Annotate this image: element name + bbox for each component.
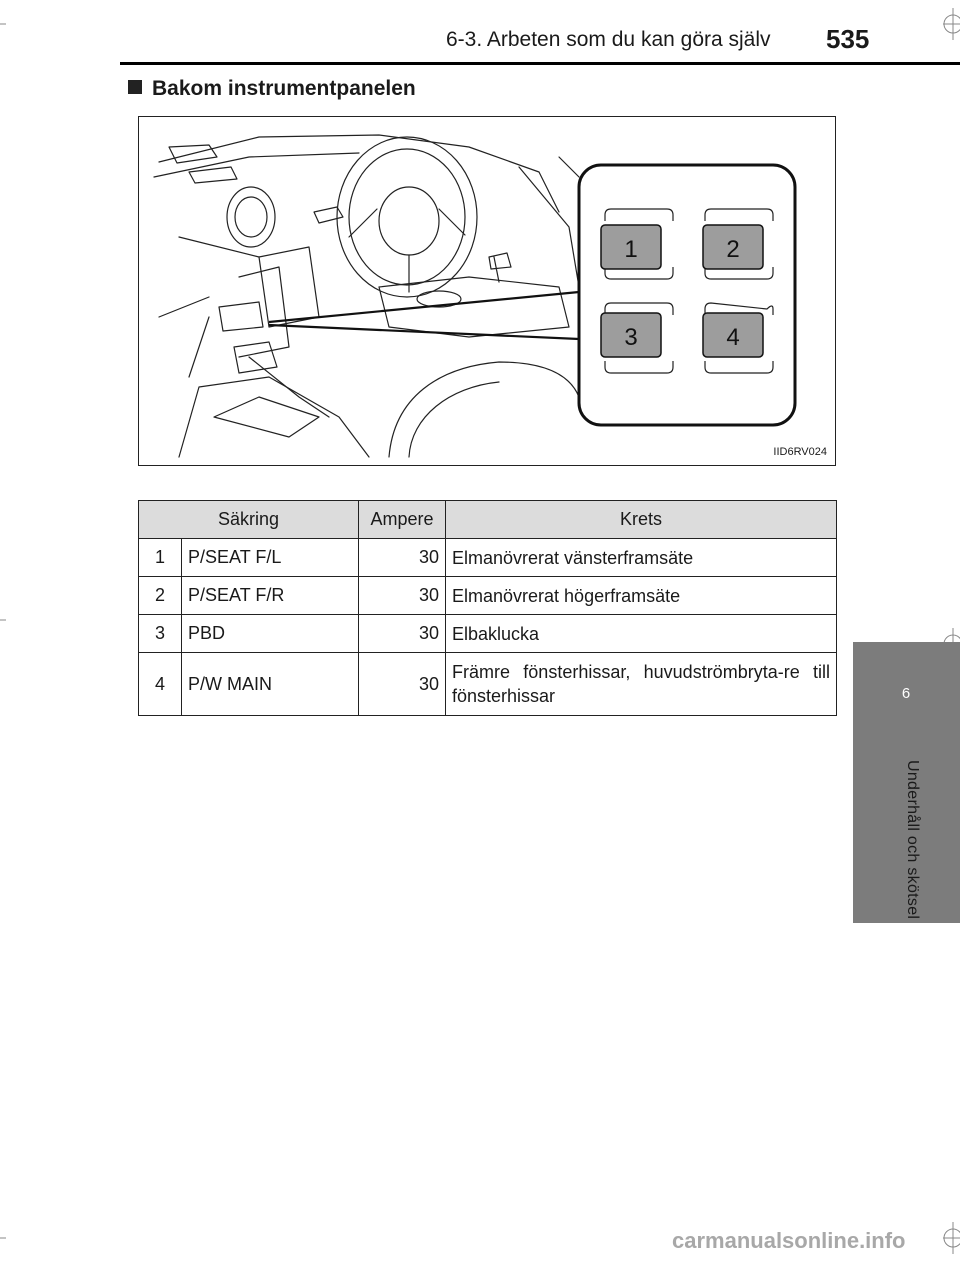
fuse-circuit: Främre fönsterhissar, huvudströmbryta-re till fönsterhissar [446, 653, 837, 716]
fuse-number: 2 [139, 577, 182, 615]
fuse-name: PBD [182, 615, 359, 653]
chapter-number: 6 [901, 685, 911, 702]
fuse-number: 3 [139, 615, 182, 653]
fuse-name: P/SEAT F/L [182, 539, 359, 577]
fuse-label-1: 1 [624, 236, 638, 263]
fuse-number: 4 [139, 653, 182, 716]
fuse-label-3: 3 [624, 324, 638, 351]
page-number: 535 [826, 24, 870, 54]
column-header-circuit: Krets [446, 501, 837, 539]
fuse-number: 1 [139, 539, 182, 577]
header-rule [120, 62, 960, 65]
fuse-circuit: Elmanövrerat vänsterframsäte [446, 539, 837, 577]
fuse-ampere: 30 [359, 653, 446, 716]
fuse-circuit: Elmanövrerat högerframsäte [446, 577, 837, 615]
chapter-title: Underhåll och skötsel [904, 760, 921, 920]
fuse-circuit: Elbaklucka [446, 615, 837, 653]
fuse-name: P/SEAT F/R [182, 577, 359, 615]
table-header-row [139, 501, 837, 539]
fuse-ampere: 30 [359, 539, 446, 577]
column-header-fuse: Säkring [139, 501, 359, 539]
fuse-name: P/W MAIN [182, 653, 359, 716]
square-bullet-icon [128, 80, 142, 94]
figure-code: IID6RV024 [773, 446, 827, 458]
table-row [139, 577, 837, 615]
section-title [128, 77, 416, 101]
header-section-title: 6-3. Arbeten som du kan göra själv [446, 28, 771, 51]
fuse-location-figure [138, 116, 836, 466]
fuse-ampere: 30 [359, 615, 446, 653]
column-header-ampere: Ampere [359, 501, 446, 539]
section-title-text: Bakom instrumentpanelen [152, 77, 416, 100]
table-row [139, 653, 837, 716]
fuse-ampere: 30 [359, 577, 446, 615]
footer-watermark: carmanualsonline.info [672, 1228, 906, 1253]
dashboard-illustration [139, 117, 836, 466]
table-row [139, 539, 837, 577]
fuse-table [138, 500, 837, 716]
fuse-label-4: 4 [726, 324, 740, 351]
table-row [139, 615, 837, 653]
fuse-label-2: 2 [726, 236, 740, 263]
